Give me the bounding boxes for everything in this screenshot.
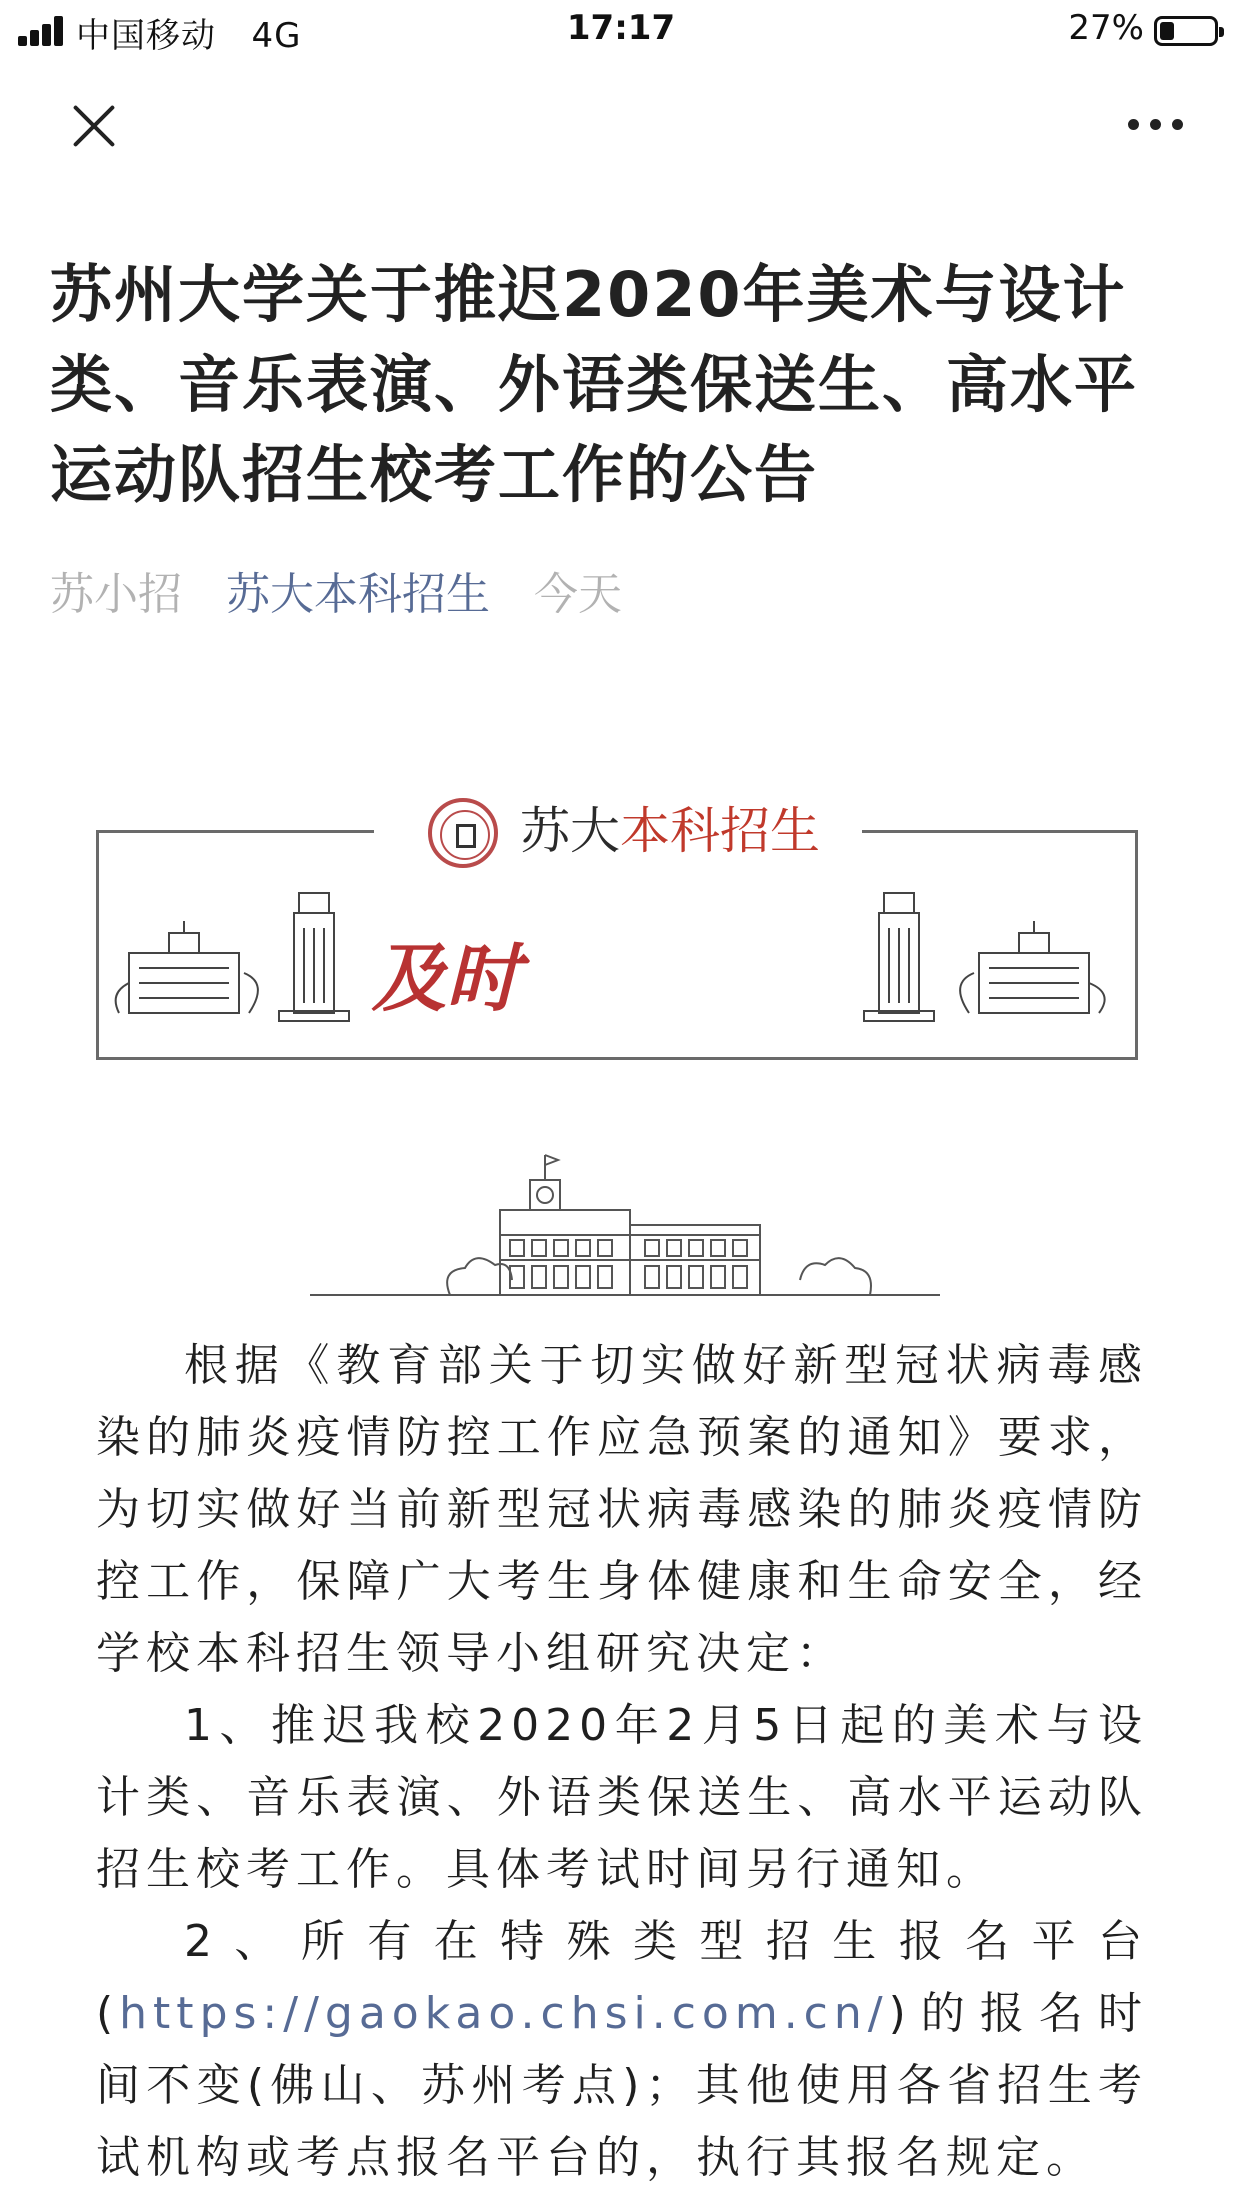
chsi-link[interactable]: https://gaokao.chsi.com.cn/ <box>119 1988 889 2039</box>
banner-image <box>96 790 1138 1060</box>
banner-slogan: 及时 <box>372 936 520 1022</box>
banner-brand-part2: 本科招生 <box>620 802 820 860</box>
body-paragraph-3 <box>96 1906 1148 2194</box>
more-icon[interactable] <box>1126 116 1186 136</box>
account-link[interactable]: 苏大本科招生 <box>226 569 490 620</box>
article-body <box>96 1330 1148 2194</box>
status-bar <box>0 0 1242 62</box>
banner-buildings-illustration <box>99 833 1135 1057</box>
network-label: 4G <box>251 16 302 56</box>
battery-percent: 27% <box>1068 8 1144 48</box>
carrier-label: 中国移动 4G <box>76 16 302 56</box>
battery-fill <box>1160 22 1174 40</box>
article-title: 苏州大学关于推迟2020年美术与设计类、音乐表演、外语类保送生、高水平运动队招生校考工作的公告 <box>50 258 1139 511</box>
article-meta <box>50 565 622 625</box>
building-sketch-illustration <box>300 1140 950 1300</box>
article-date: 今天 <box>534 569 622 620</box>
close-icon[interactable] <box>66 96 126 156</box>
body-paragraph-1: 根据《教育部关于切实做好新型冠状病毒感染的肺炎疫情防控工作应急预案的通知》要求，为切实做好当前新型冠状病毒感染的肺炎疫情防控工作，保障广大考生身体健康和生命安全，经学校本科招生领导小组研究决定： <box>96 1340 1148 1679</box>
status-time: 17:17 <box>566 8 676 48</box>
body-paragraph-3-end: )的报名时间不变(佛山、苏州考点)；其他使用各省招生考试机构或考点报名平台的，执行其报名规定。 <box>96 1988 1148 2183</box>
university-seal-icon <box>428 798 498 868</box>
body-paragraph-3-start: 2、所有在特殊类型招生报名平台( <box>96 1916 1148 2039</box>
battery-icon <box>1154 16 1218 46</box>
banner-brand-part1: 苏大 <box>520 802 620 860</box>
body-paragraph-2: 1、推迟我校2020年2月5日起的美术与设计类、音乐表演、外语类保送生、高水平运动队招生校考工作。具体考试时间另行通知。 <box>96 1700 1148 1895</box>
article-author: 苏小招 <box>50 569 182 620</box>
banner-brand <box>520 796 820 866</box>
